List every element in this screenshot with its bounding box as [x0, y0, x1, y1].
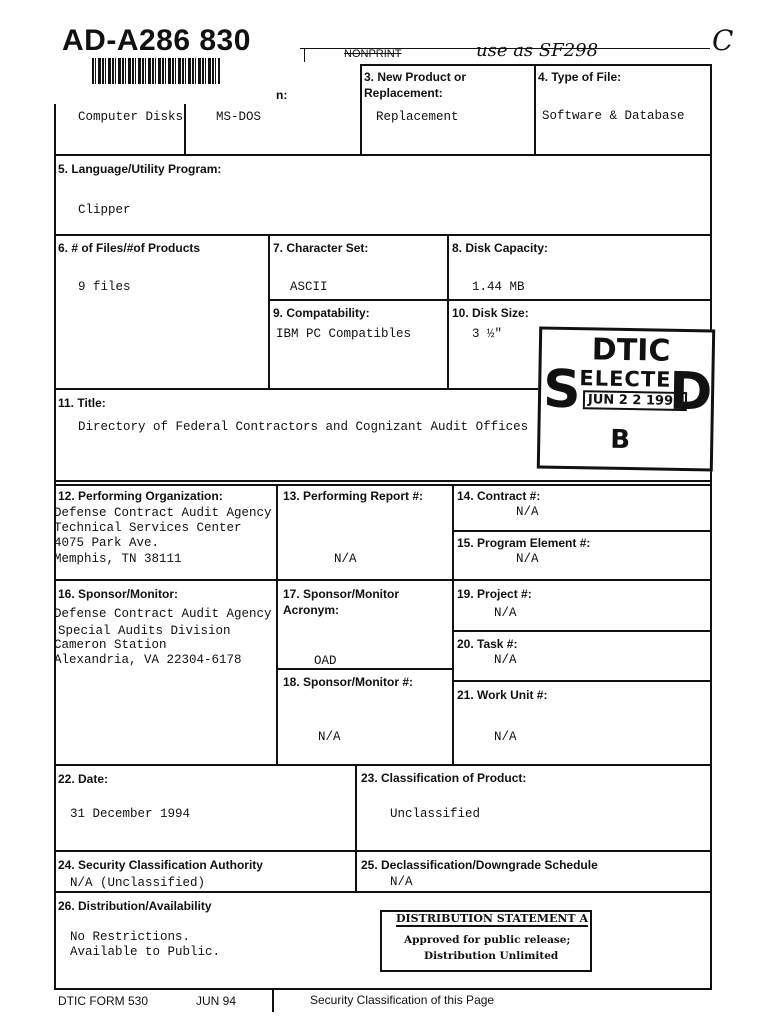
rule-bottom — [54, 988, 712, 990]
field9-label: 9. Compatability: — [273, 306, 370, 320]
field15-label: 15. Program Element #: — [457, 536, 591, 550]
rule-v-row1a — [184, 104, 186, 154]
distribution-line2: Distribution Unlimited — [424, 950, 559, 962]
field4-label: 4. Type of File: — [538, 70, 622, 84]
field3-value: Replacement — [376, 110, 459, 124]
rule-26 — [54, 891, 712, 893]
rule-11-bottom — [54, 480, 710, 482]
rule-v-row1c — [534, 64, 536, 154]
rule-12 — [54, 484, 712, 486]
field4-value: Software & Database — [542, 109, 685, 123]
stamp-s-letter: S — [542, 359, 582, 421]
accession-number: AD-A286 830 — [62, 24, 251, 57]
operating-system: MS-DOS — [216, 110, 262, 124]
field20-value: N/A — [494, 653, 517, 667]
field11-value: Directory of Federal Contractors and Cognizant Audit Offices — [78, 420, 529, 434]
field13-label: 13. Performing Report #: — [283, 489, 424, 503]
barcode — [92, 58, 220, 84]
distribution-statement-stamp — [380, 910, 592, 972]
field25-label: 25. Declassification/Downgrade Schedule — [361, 858, 598, 872]
rule-21 — [452, 680, 712, 682]
rule-6 — [54, 234, 710, 236]
field16-line3: Cameron Station — [54, 638, 167, 652]
field3-label-line2: Replacement: — [364, 86, 443, 100]
field5-label: 5. Language/Utility Program: — [58, 162, 222, 176]
field12-line1: Defense Contract Audit Agency — [54, 506, 272, 520]
field14-label: 14. Contract #: — [457, 489, 541, 503]
field26-line2: Available to Public. — [70, 945, 221, 959]
field25-value: N/A — [390, 875, 413, 889]
rule-16 — [54, 579, 712, 581]
rule-v-8 — [447, 234, 449, 388]
rule-v-22 — [355, 764, 357, 891]
field26-label: 26. Distribution/Availability — [58, 899, 212, 913]
field3-label-line1: 3. New Product or — [364, 70, 467, 84]
field14-value: N/A — [516, 505, 539, 519]
field6-value: 9 files — [78, 280, 131, 294]
rule-v-14 — [452, 484, 454, 764]
field7-value: ASCII — [290, 280, 328, 294]
field13-value: N/A — [334, 552, 357, 566]
media-type: Computer Disks — [78, 110, 184, 124]
field16-label: 16. Sponsor/Monitor: — [58, 587, 178, 601]
field21-label: 21. Work Unit #: — [457, 688, 548, 702]
rule-20 — [452, 630, 712, 632]
field8-value: 1.44 MB — [472, 280, 525, 294]
handwritten-note: use as SF298 — [476, 40, 599, 61]
field12-line4: Memphis, TN 38111 — [54, 552, 182, 566]
field7-label: 7. Character Set: — [273, 241, 369, 255]
field11-label: 11. Title: — [58, 396, 106, 410]
field16-line4: Alexandria, VA 22304-6178 — [54, 653, 242, 667]
distribution-line1: Approved for public release; — [404, 934, 571, 946]
nonprint-label: NONPRINT — [344, 48, 402, 60]
field12-line2: Technical Services Center — [54, 521, 242, 535]
rule-18 — [278, 668, 452, 670]
stamp-grade: B — [610, 424, 631, 456]
header-tick — [304, 48, 305, 62]
rule-24 — [54, 850, 712, 852]
field23-value: Unclassified — [390, 807, 481, 821]
field24-value: N/A (Unclassified) — [70, 876, 206, 890]
field10-value: 3 ½" — [472, 327, 503, 341]
dtic-elected-stamp — [537, 326, 715, 471]
form-date: JUN 94 — [196, 994, 237, 1008]
field6-label: 6. # of Files/#of Products — [58, 241, 201, 255]
distribution-title: DISTRIBUTION STATEMENT A — [396, 912, 588, 925]
stamp-d-letter: D — [668, 361, 713, 423]
rule-right — [710, 64, 712, 988]
field19-value: N/A — [494, 606, 517, 620]
field20-label: 20. Task #: — [457, 637, 518, 651]
field22-value: 31 December 1994 — [70, 807, 191, 821]
field22-label: 22. Date: — [58, 772, 109, 786]
field26-line1: No Restrictions. — [70, 930, 191, 944]
field16-line2: Special Audits Division — [58, 624, 231, 638]
form-name: DTIC FORM 530 — [58, 994, 149, 1008]
field17-label-line2: Acronym: — [283, 603, 340, 617]
field17-label-line1: 17. Sponsor/Monitor — [283, 587, 400, 601]
field19-label: 19. Project #: — [457, 587, 532, 601]
rule-v-row1b — [360, 64, 362, 154]
field18-value: N/A — [318, 730, 341, 744]
rule-9 — [268, 299, 710, 301]
field10-label: 10. Disk Size: — [452, 306, 529, 320]
stamp-date: JUN 2 2 1995 — [583, 390, 687, 411]
rule-15 — [452, 530, 712, 532]
rule-v-12 — [276, 484, 278, 764]
item1-fragment: n: — [276, 88, 288, 102]
security-classification-label: Security Classification of this Page — [310, 993, 495, 1007]
field5-value: Clipper — [78, 203, 131, 217]
field15-value: N/A — [516, 552, 539, 566]
field9-value: IBM PC Compatibles — [276, 327, 412, 341]
field17-value: OAD — [314, 654, 337, 668]
rule-v-6 — [268, 234, 270, 388]
rule-5 — [54, 154, 710, 156]
field23-label: 23. Classification of Product: — [361, 771, 527, 785]
field8-label: 8. Disk Capacity: — [452, 241, 549, 255]
field24-label: 24. Security Classification Authority — [58, 858, 263, 872]
corner-mark: C — [712, 24, 734, 57]
stamp-electe: ELECTE — [579, 366, 672, 392]
rule-v-footer — [272, 990, 274, 1012]
stamp-dtic: DTIC — [591, 332, 671, 369]
field21-value: N/A — [494, 730, 517, 744]
field18-label: 18. Sponsor/Monitor #: — [283, 675, 414, 689]
field16-line1: Defense Contract Audit Agency — [54, 607, 272, 621]
field12-line3: 4075 Park Ave. — [54, 536, 160, 550]
field12-label: 12. Performing Organization: — [58, 489, 223, 503]
rule-22 — [54, 764, 712, 766]
rule-11 — [54, 388, 540, 390]
